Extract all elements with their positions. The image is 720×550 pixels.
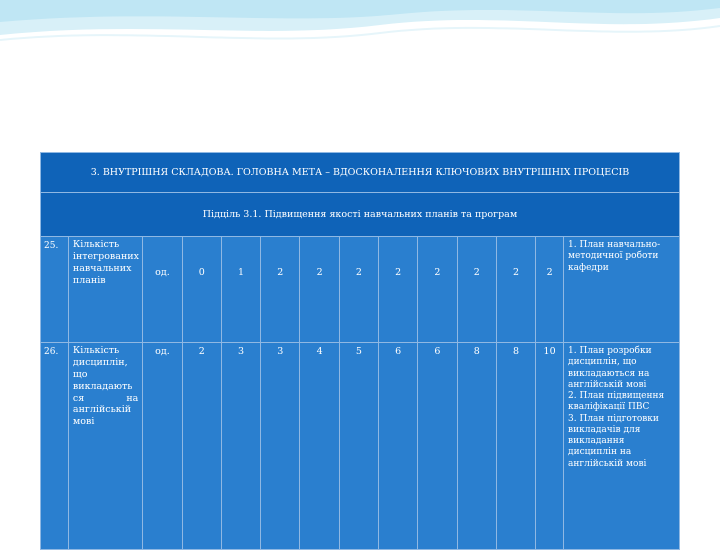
table-subtitle: Підціль 3.1. Підвищення якості навчальних планів та програм xyxy=(41,193,680,237)
row-number: 25. xyxy=(41,237,69,343)
value-cell: 0 xyxy=(182,237,221,343)
value-cell: 3 xyxy=(261,343,300,550)
value-cell: 6 xyxy=(379,343,418,550)
value-cell: 1 xyxy=(221,237,260,343)
table-title: 3. ВНУТРІШНЯ СКЛАДОВА. ГОЛОВНА МЕТА – ВДОСКОНАЛЕННЯ КЛЮЧОВИХ ВНУТРІШНІХ ПРОЦЕСІВ xyxy=(41,153,680,193)
value-cell: 2 xyxy=(536,237,564,343)
unit-cell: од. xyxy=(143,343,182,550)
value-cell: 8 xyxy=(457,343,496,550)
plan-item: 3. План підготовки викладачів для викладання дисциплін на англійській мові xyxy=(568,413,659,469)
indicator-name: Кількість інтегрованих навчальних планів xyxy=(68,237,142,343)
value-cell: 3 xyxy=(221,343,260,550)
value-cell: 8 xyxy=(496,343,535,550)
plan-item: 1. План розробки дисциплін, що викладаються на англійській мові xyxy=(568,346,652,390)
plan-cell xyxy=(564,343,680,550)
indicator-name: Кількість дисциплін, що викладають ся на англійській мові xyxy=(68,343,142,550)
value-cell: 2 xyxy=(261,237,300,343)
value-cell: 2 xyxy=(182,343,221,550)
key-indicators-table xyxy=(40,152,680,550)
row-number: 26. xyxy=(41,343,69,550)
value-cell: 6 xyxy=(418,343,457,550)
value-cell: 2 xyxy=(457,237,496,343)
value-cell: 5 xyxy=(339,343,378,550)
value-cell: 10 xyxy=(536,343,564,550)
value-cell: 4 xyxy=(300,343,339,550)
table-row xyxy=(41,237,680,343)
plan-item: 2. План підвищення кваліфікації ПВС xyxy=(568,391,665,413)
plan-cell xyxy=(564,237,680,343)
value-cell: 2 xyxy=(496,237,535,343)
table-row xyxy=(41,343,680,550)
value-cell: 2 xyxy=(418,237,457,343)
value-cell: 2 xyxy=(379,237,418,343)
unit-cell: од. xyxy=(143,237,182,343)
value-cell: 2 xyxy=(339,237,378,343)
plan-item: 1. План навчально-методичної роботи кафедри xyxy=(568,240,661,273)
value-cell: 2 xyxy=(300,237,339,343)
decorative-wave xyxy=(0,0,720,130)
